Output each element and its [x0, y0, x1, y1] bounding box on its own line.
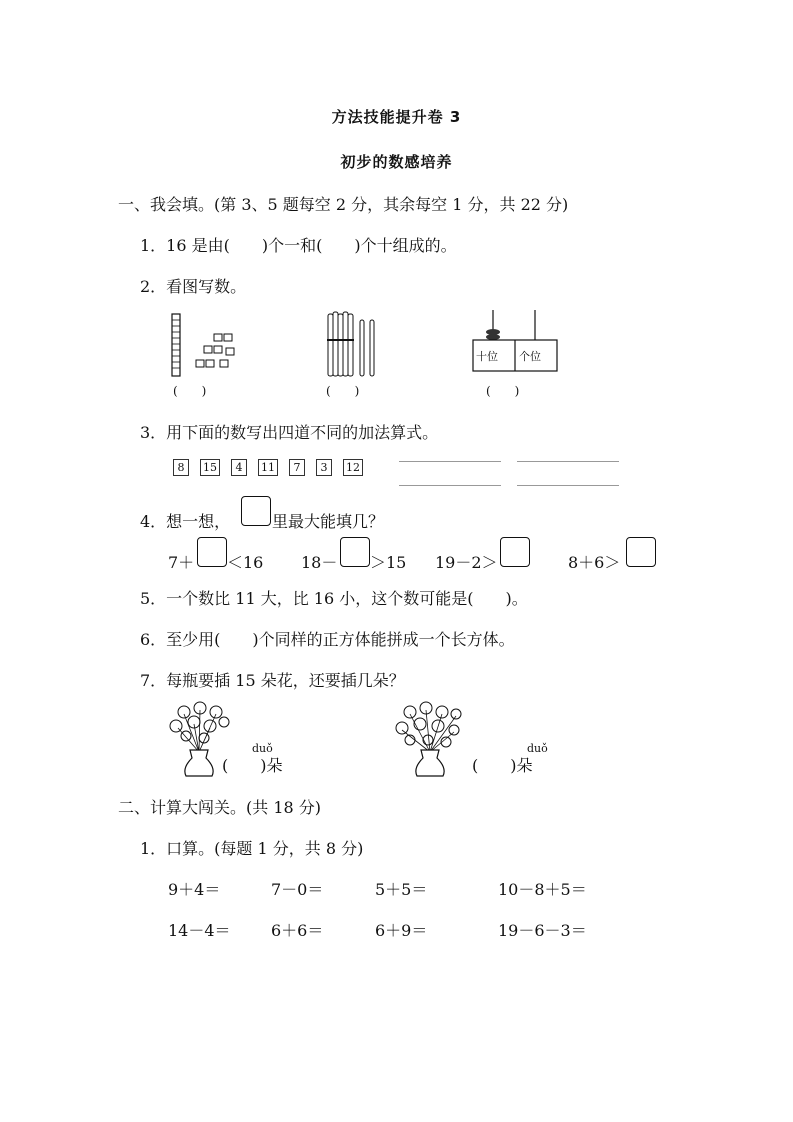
pinyin-duo: duǒ: [527, 742, 548, 755]
question-5: 5．一个数比 11 大，比 16 小，这个数可能是( )。: [140, 589, 528, 608]
number-card: 4: [231, 459, 247, 476]
q4-item-right: ＜16: [227, 553, 264, 572]
answer-blank-3[interactable]: ( ): [486, 384, 520, 398]
number-cards: [173, 456, 374, 476]
calc-item: 10－8＋5＝: [498, 880, 587, 899]
answer-line[interactable]: [517, 461, 619, 462]
answer-line[interactable]: [517, 485, 619, 486]
flowers-answer-1[interactable]: ( )朵: [222, 756, 283, 775]
number-card: 12: [343, 459, 363, 476]
q4-item-right: ＞15: [370, 553, 407, 572]
calc-item: 7－0＝: [271, 880, 324, 899]
question-2: 2．看图写数。: [140, 277, 247, 296]
answer-box[interactable]: [197, 537, 227, 567]
number-card: 7: [289, 459, 305, 476]
blank-box-example: [241, 496, 271, 526]
calc-item: 6＋9＝: [375, 921, 428, 940]
q4-item-left: 7＋: [168, 553, 195, 572]
question-1: 1．16 是由( )个一和( )个十组成的。: [140, 236, 457, 255]
answer-blank-2[interactable]: ( ): [326, 384, 360, 398]
question-3: 3．用下面的数写出四道不同的加法算式。: [140, 423, 439, 442]
answer-line[interactable]: [399, 485, 501, 486]
answer-box[interactable]: [340, 537, 370, 567]
number-card: 15: [200, 459, 220, 476]
calc-item: 9＋4＝: [168, 880, 221, 899]
flowers-answer-2[interactable]: ( )朵: [472, 756, 533, 775]
ones-place-label: 个位: [519, 350, 541, 363]
counting-blocks-figure: [168, 312, 248, 382]
tens-place-label: 十位: [476, 350, 498, 363]
answer-box[interactable]: [626, 537, 656, 567]
answer-box[interactable]: [500, 537, 530, 567]
q4-item-left: 18－: [301, 553, 338, 572]
q4-item-left: 8＋6＞: [568, 553, 621, 572]
sticks-bundle-figure: [326, 310, 386, 382]
question-4-prefix: 4．想一想，: [140, 512, 231, 531]
question-4-suffix: 里最大能填几？: [272, 512, 385, 531]
calc-item: 14－4＝: [168, 921, 231, 940]
section2-question-1: 1．口算。(每题 1 分，共 8 分): [140, 839, 364, 858]
pinyin-duo: duǒ: [252, 742, 273, 755]
q4-item-left: 19－2＞: [435, 553, 498, 572]
answer-blank-1[interactable]: ( ): [173, 384, 207, 398]
answer-line[interactable]: [399, 461, 501, 462]
abacus-figure: [472, 310, 560, 374]
calc-item: 19－6－3＝: [498, 921, 587, 940]
page-subtitle: 初步的数感培养: [340, 153, 453, 171]
number-card: 11: [258, 459, 278, 476]
question-6: 6．至少用( )个同样的正方体能拼成一个长方体。: [140, 630, 515, 649]
section1-heading: 一、我会填。(第 3、5 题每空 2 分，其余每空 1 分，共 22 分): [118, 195, 569, 214]
number-card: 8: [173, 459, 189, 476]
calc-item: 6＋6＝: [271, 921, 324, 940]
page-title: 方法技能提升卷 3: [331, 108, 462, 126]
calc-item: 5＋5＝: [375, 880, 428, 899]
flower-vase-icon: [392, 702, 470, 780]
question-7: 7．每瓶要插 15 朵花，还要插几朵？: [140, 671, 405, 690]
section2-heading: 二、计算大闯关。(共 18 分): [118, 798, 322, 817]
number-card: 3: [316, 459, 332, 476]
